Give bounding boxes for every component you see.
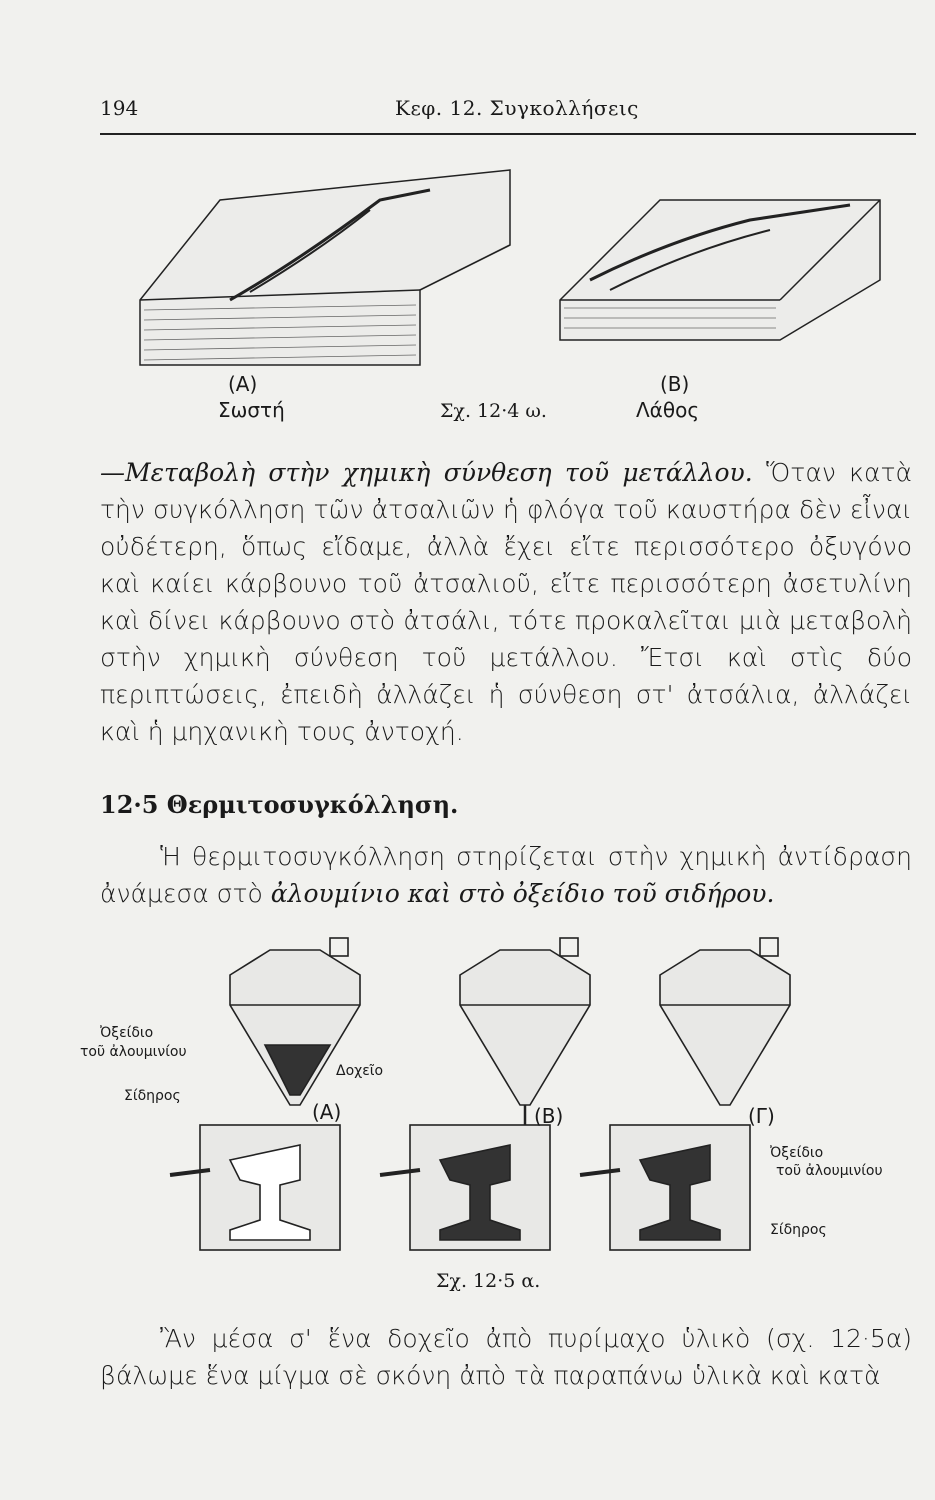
paragraph-lead: —Μεταβολὴ στὴν χημικὴ σύνθεση τοῦ μετάλλου.	[100, 458, 753, 487]
fig-12-4-caption: Σχ. 12·4 ω.	[440, 400, 547, 422]
fig-12-5-label-a: (Α)	[312, 1100, 342, 1124]
fig-12-5-label-b: (Β)	[534, 1104, 564, 1128]
label-aluminium-oxide-line2: τοῦ ἀλουμινίου	[80, 1044, 187, 1060]
mold-a	[170, 1125, 340, 1250]
label-aluminium-oxide-right-line2: τοῦ ἀλουμινίου	[776, 1163, 883, 1179]
figure-12-5-illustration	[150, 930, 910, 1260]
paragraph3-body: Ἂν μέσα σ' ἕνα δοχεῖο ἀπὸ πυρίμαχο ὑλικὸ (σχ. 12·5α) βάλωμε ἕνα μίγμα σὲ σκόνη ἀπὸ τὰ παραπάνω ὑλικὰ καὶ κατὰ	[100, 1324, 912, 1390]
fig-12-4-label-a: (Α)	[228, 372, 258, 396]
header-rule	[100, 133, 916, 135]
crucible-a	[230, 938, 360, 1105]
paragraph-crucible	[100, 1320, 912, 1394]
paragraph2-italic: ἀλουμίνιο καὶ στὸ ὀξείδιο τοῦ σιδήρου.	[270, 879, 775, 908]
page-number: 194	[100, 96, 139, 120]
label-container: Δοχεῖο	[336, 1063, 384, 1079]
label-iron: Σίδηρος	[124, 1088, 181, 1104]
label-iron-right: Σίδηρος	[770, 1222, 827, 1238]
paragraph-body: Ὅταν κατὰ τὴν συγκόλληση τῶν ἀτσαλιῶν ἡ φλόγα τοῦ καυστήρα δὲν εἶναι οὐδέτερη, ὅπως εἴδαμε, ἀλλὰ ἔχει εἴτε περισσότερο ὀξυγόνο καὶ καίει κάρβουνο τοῦ ἀτσαλιοῦ, εἴτε περισσότερη ἀσετυλίνη καὶ δίνει κάρβουνο στὸ ἀτσάλι, τότε προκαλεῖται μιὰ μεταβολὴ στὴν χημικὴ σύνθεση τοῦ μετάλλου. Ἔτσι καὶ στὶς δύο περιπτώσεις, ἐπειδὴ ἀλλάζει ἡ σύνθεση στ' ἀτσάλια, ἀλλάζει καὶ ἡ μηχανικὴ τους ἀντοχή.	[100, 458, 912, 746]
fig-12-5-label-g: (Γ)	[748, 1104, 775, 1128]
mold-b	[380, 1125, 550, 1250]
paragraph2-body: Ἡ θερμιτοσυγκόλληση στηρίζεται στὴν χημικὴ ἀντίδραση ἀνάμεσα στὸ	[100, 842, 912, 908]
fig-12-4-label-b: (Β)	[660, 372, 690, 396]
fig-12-4-caption-b: Λάθος	[636, 398, 700, 422]
weld-block-a	[140, 170, 510, 365]
paragraph-thermite	[100, 838, 912, 912]
fig-12-5-caption: Σχ. 12·5 α.	[436, 1270, 541, 1292]
running-title: Κεφ. 12. Συγκολλήσεις	[395, 96, 639, 120]
section-heading: 12·5 Θερμιτοσυγκόλληση.	[100, 790, 459, 819]
crucible-g	[660, 938, 790, 1105]
label-aluminium-oxide-right-line1: Ὀξείδιο	[770, 1145, 824, 1161]
weld-block-b	[560, 200, 880, 340]
fig-12-4-caption-a: Σωστή	[218, 398, 285, 422]
figure-12-4-illustration	[130, 160, 900, 370]
mold-g	[580, 1125, 750, 1250]
paragraph-chemical-change	[100, 454, 912, 750]
label-aluminium-oxide-line1: Ὀξείδιο	[100, 1025, 154, 1041]
